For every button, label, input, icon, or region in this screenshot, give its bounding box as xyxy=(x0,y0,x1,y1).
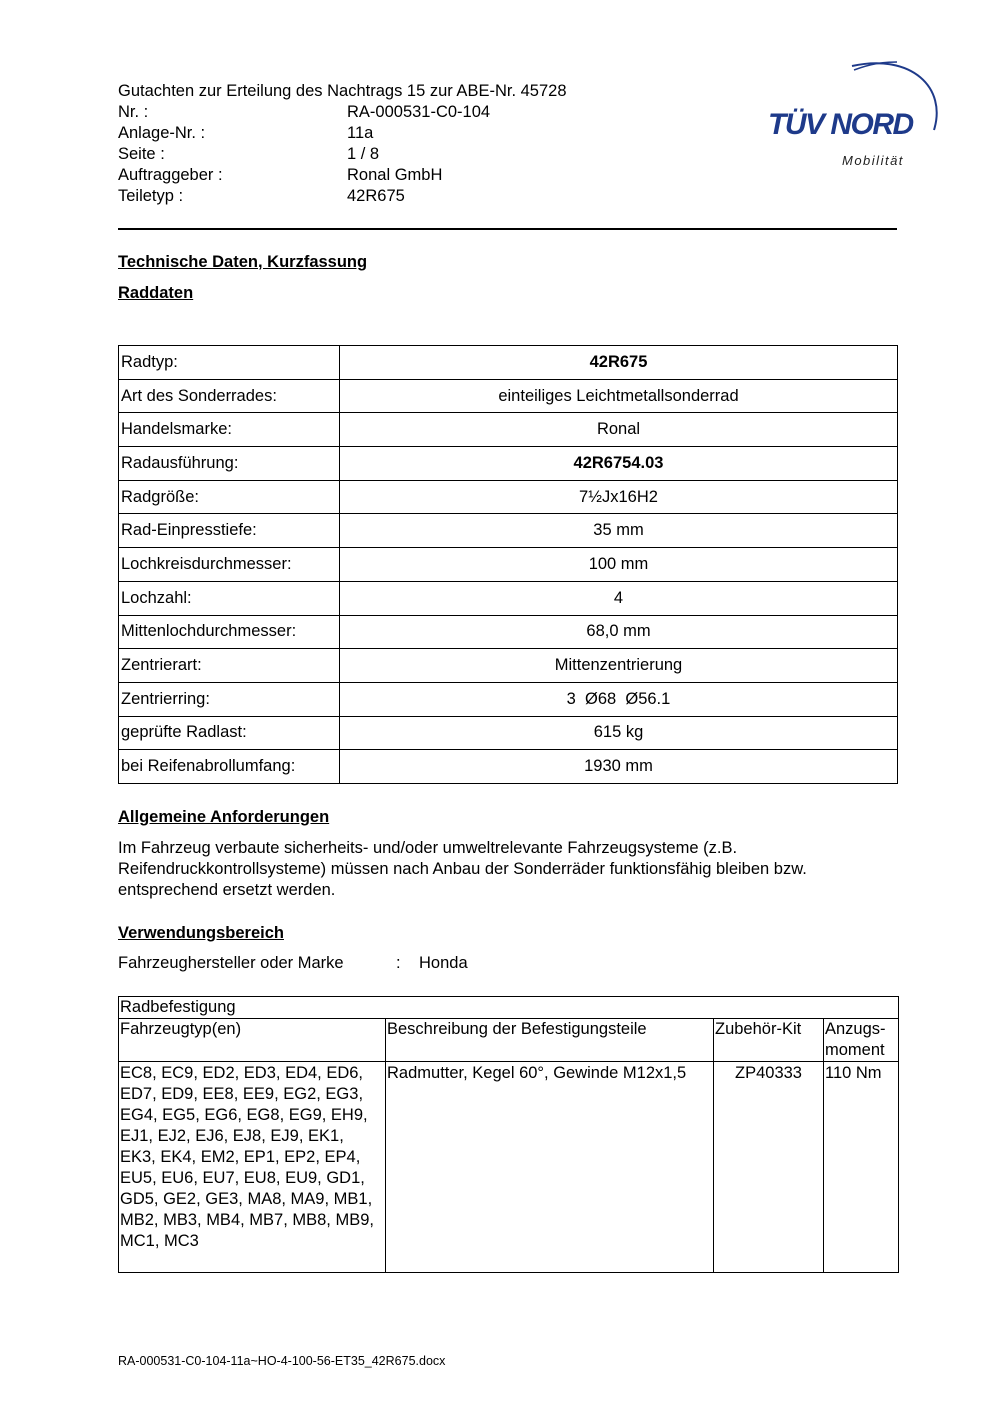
spec-label: bei Reifenabrollumfang: xyxy=(119,750,340,784)
fastening-table-title: Radbefestigung xyxy=(119,997,899,1019)
svg-text:Mobilität: Mobilität xyxy=(842,153,904,168)
table-row xyxy=(119,615,898,649)
section-heading-raddaten: Raddaten xyxy=(118,284,194,302)
maker-value: Honda xyxy=(419,954,468,972)
table-row xyxy=(119,514,898,548)
header-field-label: Auftraggeber : xyxy=(118,166,223,184)
header-field xyxy=(118,165,567,186)
table-row xyxy=(119,346,898,380)
spec-label: Rad-Einpresstiefe: xyxy=(119,514,340,548)
col-header-vehicle-types: Fahrzeugtyp(en) xyxy=(119,1019,386,1062)
table-row xyxy=(119,1062,899,1273)
table-row xyxy=(119,581,898,615)
section-heading-verwendungsbereich: Verwendungsbereich xyxy=(118,924,284,942)
table-row xyxy=(119,379,898,413)
maker-separator: : xyxy=(396,954,401,972)
header-field-label: Teiletyp : xyxy=(118,187,184,205)
document-title: Gutachten zur Erteilung des Nachtrags 15 zur ABE-Nr. 45728 xyxy=(118,82,567,100)
table-row xyxy=(119,750,898,784)
spec-value: 1930 mm xyxy=(340,750,898,784)
table-row xyxy=(119,716,898,750)
header-field xyxy=(118,186,567,207)
header-field xyxy=(118,123,567,144)
spec-label: Radausführung: xyxy=(119,447,340,481)
header-field-label: Anlage-Nr. : xyxy=(118,124,206,142)
spec-label: Mittenlochdurchmesser: xyxy=(119,615,340,649)
spec-value: Mittenzentrierung xyxy=(340,649,898,683)
spec-label: Lochkreisdurchmesser: xyxy=(119,548,340,582)
footer-filename: RA-000531-C0-104-11a~HO-4-100-56-ET35_42R675.docx xyxy=(118,1354,446,1368)
table-row xyxy=(119,649,898,683)
spec-value: 7½Jx16H2 xyxy=(340,480,898,514)
table-row xyxy=(119,447,898,481)
spec-value: 42R6754.03 xyxy=(340,447,898,481)
description-cell: Radmutter, Kegel 60°, Gewinde M12x1,5 xyxy=(386,1062,714,1273)
spec-label: Handelsmarke: xyxy=(119,413,340,447)
header-divider xyxy=(118,228,897,230)
header-field-value: RA-000531-C0-104 xyxy=(347,103,491,121)
vehicle-maker-line xyxy=(118,954,468,973)
header-field-label: Nr. : xyxy=(118,103,149,121)
document-header xyxy=(118,81,567,207)
requirements-paragraph: Im Fahrzeug verbaute sicherheits- und/oder umweltrelevante Fahrzeugsysteme (z.B. Reifendruckkontrollsysteme) müssen nach Anbau der Sonderräder funktionsfähig bleiben bzw. entsprechend ersetzt werden. xyxy=(118,839,807,899)
spec-value: 3 Ø68 Ø56.1 xyxy=(340,682,898,716)
table-row xyxy=(119,682,898,716)
vehicle-types-cell: EC8, EC9, ED2, ED3, ED4, ED6, ED7, ED9, EE8, EE9, EG2, EG3, EG4, EG5, EG6, EG8, EG9, EH9, EJ1, EJ2, EJ6, EJ8, EJ9, EK1, EK3, EK4, EM2, EP1, EP2, EP4, EU5, EU6, EU7, EU8, EU9, GD1, GD5, GE2, GE3, MA8, MA9, MB1, MB2, MB3, MB4, MB7, MB8, MB9, MC1, MC3 xyxy=(119,1062,386,1273)
svg-text:TÜV NORD: TÜV NORD xyxy=(768,108,913,141)
torque-cell: 110 Nm xyxy=(824,1062,899,1273)
col-header-kit: Zubehör-Kit xyxy=(714,1019,824,1062)
spec-value: 68,0 mm xyxy=(340,615,898,649)
spec-value: 615 kg xyxy=(340,716,898,750)
spec-value: 100 mm xyxy=(340,548,898,582)
header-field-value: 11a xyxy=(347,124,374,142)
maker-label: Fahrzeughersteller oder Marke xyxy=(118,954,344,972)
spec-label: Art des Sonderrades: xyxy=(119,379,340,413)
col-header-torque: Anzugs-moment xyxy=(824,1019,899,1062)
tuev-nord-logo xyxy=(762,58,942,178)
header-field-label: Seite : xyxy=(118,145,165,163)
kit-cell: ZP40333 xyxy=(714,1062,824,1273)
spec-label: Zentrierring: xyxy=(119,682,340,716)
header-field-value: Ronal GmbH xyxy=(347,166,443,184)
spec-label: Radtyp: xyxy=(119,346,340,380)
spec-value: Ronal xyxy=(340,413,898,447)
table-row xyxy=(119,413,898,447)
spec-value: 4 xyxy=(340,581,898,615)
spec-value: einteiliges Leichtmetallsonderrad xyxy=(340,379,898,413)
wheel-spec-table xyxy=(118,345,898,784)
spec-label: geprüfte Radlast: xyxy=(119,716,340,750)
col-header-description: Beschreibung der Befestigungsteile xyxy=(386,1019,714,1062)
spec-label: Lochzahl: xyxy=(119,581,340,615)
header-field-value: 1 / 8 xyxy=(347,145,380,163)
wheel-fastening-table xyxy=(118,996,899,1273)
table-row xyxy=(119,548,898,582)
section-heading-allgemeine: Allgemeine Anforderungen xyxy=(118,808,330,826)
header-field xyxy=(118,144,567,165)
header-field-value: 42R675 xyxy=(347,187,405,205)
spec-value: 42R675 xyxy=(340,346,898,380)
header-field xyxy=(118,102,567,123)
spec-label: Radgröße: xyxy=(119,480,340,514)
table-row xyxy=(119,480,898,514)
spec-value: 35 mm xyxy=(340,514,898,548)
section-heading-technische-daten: Technische Daten, Kurzfassung xyxy=(118,253,368,271)
spec-label: Zentrierart: xyxy=(119,649,340,683)
